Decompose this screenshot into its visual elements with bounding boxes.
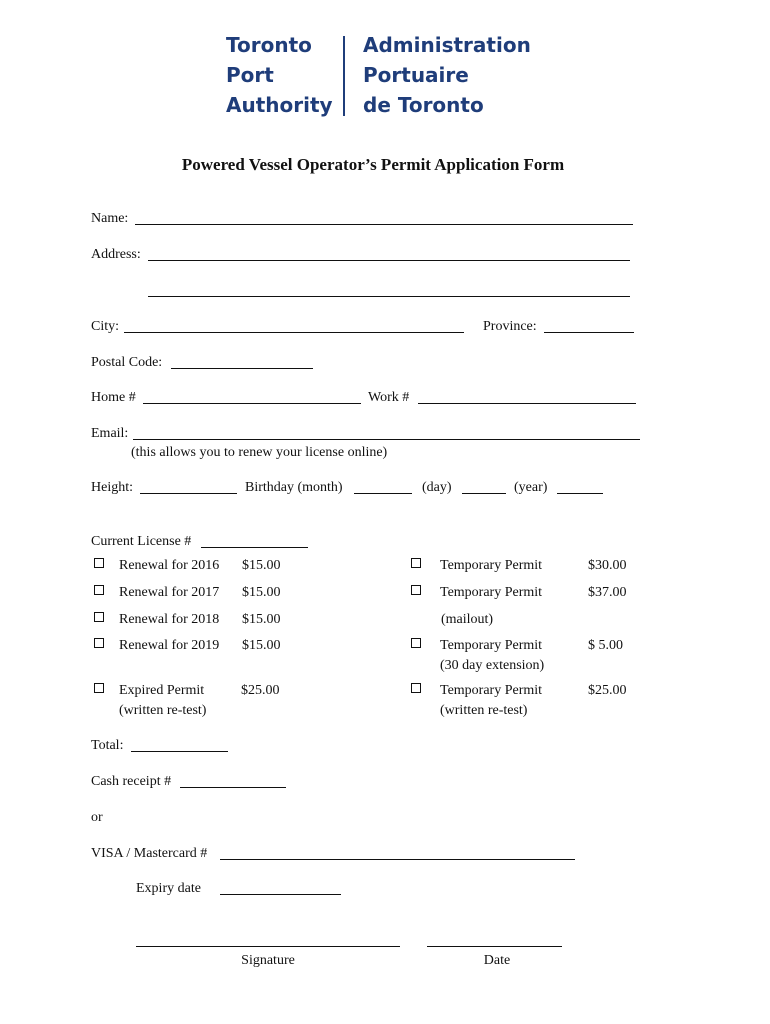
page-title: Powered Vessel Operator’s Permit Application Form: [181, 155, 565, 174]
renewal-2018-label: Renewal for 2018: [119, 612, 220, 627]
home-phone-field[interactable]: [143, 403, 361, 404]
birthday-month-field[interactable]: [354, 493, 412, 494]
or-text: or: [91, 810, 103, 825]
temporary-permit-extension-label: Temporary Permit: [440, 638, 543, 653]
logo-french: Administration Portuaire de Toronto: [363, 33, 531, 117]
current-license-field[interactable]: [201, 547, 308, 548]
expired-permit-label: Expired Permit: [119, 683, 205, 698]
renewal-2017-label: Renewal for 2017: [119, 585, 220, 600]
home-phone-label: Home #: [91, 390, 136, 405]
renewal-2018-price: $15.00: [242, 612, 281, 627]
temporary-permit-30-price: $30.00: [588, 558, 627, 573]
city-field[interactable]: [124, 332, 464, 333]
name-label: Name:: [91, 211, 129, 226]
address-field-line-1[interactable]: [148, 260, 630, 261]
date-field[interactable]: [427, 946, 562, 947]
postal-code-field[interactable]: [171, 368, 313, 369]
email-field[interactable]: [133, 439, 640, 440]
temporary-permit-retest-price: $25.00: [588, 683, 627, 698]
province-field[interactable]: [544, 332, 634, 333]
renewal-2016-price: $15.00: [242, 558, 281, 573]
date-label: Date: [483, 953, 511, 968]
temporary-permit-extension-checkbox[interactable]: [411, 638, 421, 648]
renewal-2017-price: $15.00: [242, 585, 281, 600]
work-phone-field[interactable]: [418, 403, 636, 404]
height-field[interactable]: [140, 493, 237, 494]
renewal-2016-checkbox[interactable]: [94, 558, 104, 568]
renewal-2019-checkbox[interactable]: [94, 638, 104, 648]
renewal-2019-label: Renewal for 2019: [119, 638, 220, 653]
expired-permit-checkbox[interactable]: [94, 683, 104, 693]
temporary-permit-mailout-note: (mailout): [441, 612, 494, 627]
address-field-line-2[interactable]: [148, 296, 630, 297]
birthday-day-label: (day): [422, 480, 452, 495]
expiry-date-label: Expiry date: [136, 881, 201, 896]
postal-code-label: Postal Code:: [91, 355, 163, 370]
address-label: Address:: [91, 247, 141, 262]
birthday-year-field[interactable]: [557, 493, 603, 494]
email-label: Email:: [91, 426, 129, 441]
temporary-permit-30-label: Temporary Permit: [440, 558, 543, 573]
renewal-2018-checkbox[interactable]: [94, 612, 104, 622]
temporary-permit-retest-label: Temporary Permit: [440, 683, 543, 698]
cash-receipt-field[interactable]: [180, 787, 286, 788]
expired-permit-note: (written re-test): [119, 703, 207, 718]
temporary-permit-mailout-label: Temporary Permit: [440, 585, 543, 600]
total-field[interactable]: [131, 751, 228, 752]
renewal-2019-price: $15.00: [242, 638, 281, 653]
cash-receipt-label: Cash receipt #: [91, 774, 172, 789]
email-note: (this allows you to renew your license online): [131, 445, 388, 460]
birthday-month-label: Birthday (month): [245, 480, 343, 495]
birthday-day-field[interactable]: [462, 493, 506, 494]
renewal-2016-label: Renewal for 2016: [119, 558, 220, 573]
signature-label: Signature: [241, 953, 295, 968]
height-label: Height:: [91, 480, 133, 495]
city-label: City:: [91, 319, 120, 334]
work-phone-label: Work #: [368, 390, 410, 405]
logo-english: Toronto Port Authority: [226, 33, 333, 117]
card-number-field[interactable]: [220, 859, 575, 860]
temporary-permit-mailout-price: $37.00: [588, 585, 627, 600]
renewal-2017-checkbox[interactable]: [94, 585, 104, 595]
birthday-year-label: (year): [514, 480, 548, 495]
expiry-date-field[interactable]: [220, 894, 341, 895]
temporary-permit-retest-note: (written re-test): [440, 703, 528, 718]
total-label: Total:: [91, 738, 124, 753]
current-license-label: Current License #: [91, 534, 192, 549]
signature-field[interactable]: [136, 946, 400, 947]
temporary-permit-mailout-checkbox[interactable]: [411, 585, 421, 595]
name-field[interactable]: [135, 224, 633, 225]
temporary-permit-extension-price: $ 5.00: [588, 638, 623, 653]
province-label: Province:: [483, 319, 537, 334]
temporary-permit-retest-checkbox[interactable]: [411, 683, 421, 693]
temporary-permit-30-checkbox[interactable]: [411, 558, 421, 568]
card-number-label: VISA / Mastercard #: [91, 846, 208, 861]
expired-permit-price: $25.00: [241, 683, 280, 698]
logo-divider: [343, 36, 345, 116]
temporary-permit-extension-note: (30 day extension): [440, 658, 545, 673]
